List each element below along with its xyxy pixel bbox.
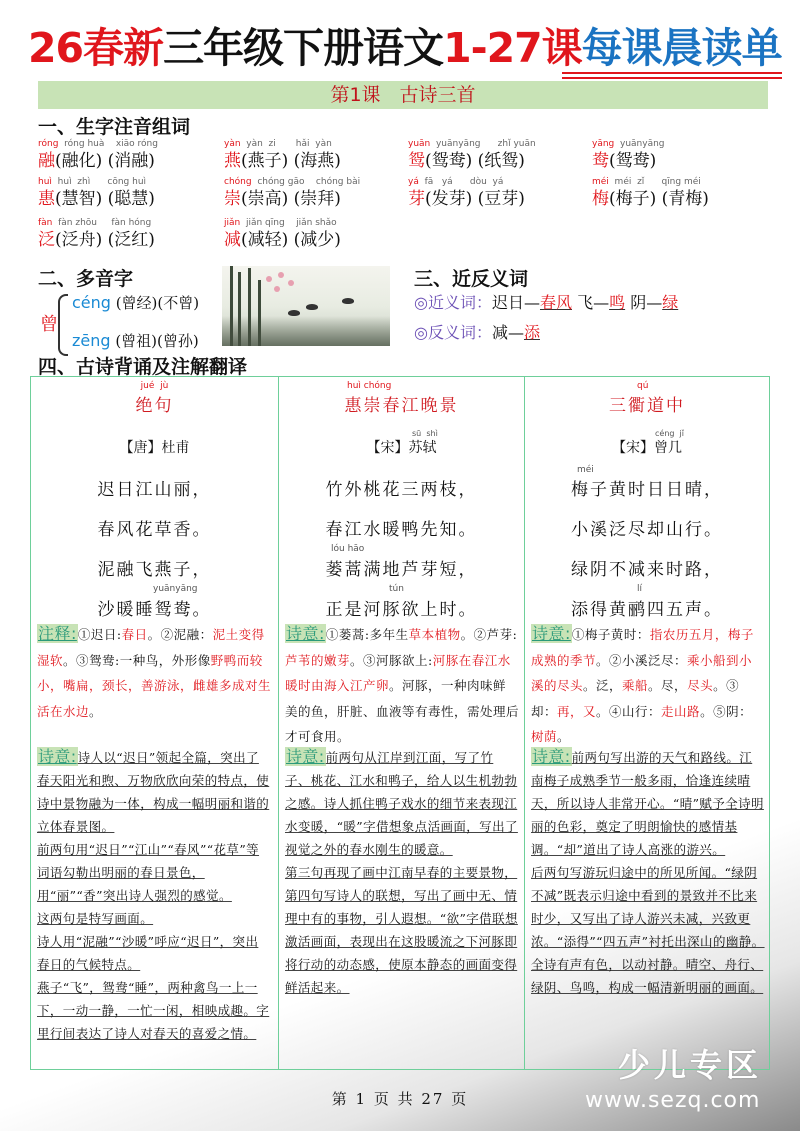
section-heading-poems: 四、古诗背诵及注解翻译	[38, 356, 248, 378]
vocab-item: yuān yuānyāng zhǐ yuān 鸳(鸳鸯) (纸鸳)	[408, 139, 536, 171]
poem-notes: 注释:①迟日:春日。②泥融：泥土变得湿软。③鸳鸯:一种鸟，外形像野鸭而较小，嘴扁，颈长，善游泳，雌雄多成对生活在水边。	[37, 624, 272, 719]
meaning-tag: 诗意:	[38, 747, 77, 766]
vocab-item: chóng chóng gāo chóng bài 崇(崇高) (崇拜)	[224, 177, 361, 209]
watermark-brand: 少儿专区	[618, 1046, 763, 1084]
notes-tag: 诗意:	[286, 624, 325, 643]
poem-column-2: huì chóng 惠崇春江晚景 sū shì 【宋】苏轼 竹外桃花三两枝， 春江水暖鸭先知。 lóu hāo 蒌蒿满地芦芽短， tún 正是河豚欲上时。 诗意:①蒌蒿:多年生草本植物。②芦芽:芦苇的嫩芽。③河豚欲上:河豚在春江水暖时由海入江产卵。河豚，一种肉味鲜美的鱼，肝脏、血液等有毒性，需处理后才可食用。 诗意:前两句从江岸到江面，写了竹子、桃花、江水和鸭子，给人以生机勃勃之感。诗人抓住鸭子戏水的细节来表现江水变暖，“暖”字借想象点活画面，写出了视觉之外的春水刚生的暖意。 第三句再现了画中江南早春的主要景物，第四句写诗人的联想，写出了画中无、情理中有的事物，引人遐想。“欲”字借联想激活画面，表现出在这股暖流之下河豚即将行动的动态感，使原本静态的画面变得鲜活起来。	[278, 377, 524, 1069]
polyphone-reading: céng (曾经)(不曾)	[72, 293, 200, 312]
poem-column-3: qú 三衢道中 céng jǐ 【宋】曾几 méi 梅子黄时日日晴， 小溪泛尽却山行。 绿阴不减来时路， lí 添得黄鹂四五声。 诗意:①梅子黄时：指农历五月，梅子成熟的季节。②小溪泛尽：乘小船到小溪的尽头。泛，乘船。尽，尽头。③却：再，又。④山行：走山路。⑤阴：树荫。 诗意:前两句写出游的天气和路线。江南梅子成熟季节一般多雨，恰逢连续晴天，所以诗人非常开心。“晴”赋予全诗明丽的色彩，奠定了明朗愉快的感情基调。“却”道出了诗人高涨的游兴。 后两句写游玩归途中的所见所闻。“绿阴不减”既表示归途中看到的景致并不比来时少，又写出了诗人游兴未减，兴致更浓。“添得”“四五声”衬托出深山的幽静。全诗有声有色，以动衬静。晴空、舟行、绿阴、鸟鸣，构成一幅清新明丽的画面。	[524, 377, 769, 1069]
ink-painting-illustration	[222, 266, 390, 346]
polyphone-char: 曾	[40, 314, 58, 335]
section-heading-synonyms: 三、近反义词	[414, 268, 529, 290]
vocab-item: jiǎn jiǎn qīng jiǎn shǎo 减(减轻) (减少)	[224, 218, 341, 250]
antonym-line: ◎反义词：减—添	[414, 323, 540, 342]
poem-meaning: 诗意:前两句从江岸到江面，写了竹子、桃花、江水和鸭子，给人以生机勃勃之感。诗人抓住鸭子戏水的细节来表现江水变暖，“暖”字借想象点活画面，写出了视觉之外的春水刚生的暖意。 第三句再现了画中江南早春的主要景物，第四句写诗人的联想，写出了画中无、情理中有的事物，引人遐想。“欲”字借联想激活画面，表现出在这股暖流之下河豚即将行动的动态感，使原本静态的画面变得鲜活起来。	[285, 747, 518, 995]
poem-meaning: 诗意:前两句写出游的天气和路线。江南梅子成熟季节一般多雨，恰逢连续晴天，所以诗人非常开心。“晴”赋予全诗明丽的色彩，奠定了明朗愉快的感情基调。“却”道出了诗人高涨的游兴。 后两句写游玩归途中的所见所闻。“绿阴不减”既表示归途中看到的景致并不比来时少，又写出了诗人游兴未减，兴致更浓。“添得”“四五声”衬托出深山的幽静。全诗有声有色，以动衬静。晴空、舟行、绿阴、鸟鸣，构成一幅清新明丽的画面。	[531, 747, 765, 995]
poem-table	[30, 376, 770, 1070]
poem-title: 惠崇春江晚景	[344, 396, 459, 416]
synonym-line: ◎近义词：迟日—春风 飞—鸣 阴—绿	[414, 293, 679, 312]
poem-author: 【宋】曾几	[612, 440, 682, 456]
poem-line: 竹外桃花三两枝，	[325, 480, 478, 500]
title-underline	[562, 72, 782, 79]
poem-line: 添得黄鹂四五声。	[571, 600, 723, 620]
document-title	[28, 22, 788, 74]
watermark-url: www.sezq.com	[585, 1088, 761, 1113]
vocab-item: yá fā yá dòu yá 芽(发芽) (豆芽)	[408, 177, 525, 209]
poem-line: 春风花草香。	[97, 520, 212, 540]
poem-line: 小溪泛尽却山行。	[571, 520, 723, 540]
poem-line: 泥融飞燕子，	[97, 560, 212, 580]
notes-tag: 注释:	[38, 624, 77, 643]
poem-line: 蒌蒿满地芦芽短，	[325, 560, 478, 580]
poem-line: 春江水暖鸭先知。	[325, 520, 478, 540]
section-heading-vocab: 一、生字注音组词	[38, 116, 191, 138]
poem-notes: 诗意:①梅子黄时：指农历五月，梅子成熟的季节。②小溪泛尽：乘小船到小溪的尽头。泛，乘船。尽，尽头。③却：再，又。④山行：走山路。⑤阴：树荫。	[531, 624, 754, 744]
title-part-3: 1-27课	[443, 24, 582, 72]
vocab-item: róng róng huà xiāo róng 融(融化) (消融)	[38, 139, 158, 171]
poem-line: 梅子黄时日日晴，	[571, 480, 723, 500]
poem-author: 【宋】苏轼	[366, 440, 437, 456]
polyphone-reading: zēng (曾祖)(曾孙)	[72, 331, 199, 350]
meaning-tag: 诗意:	[286, 747, 325, 766]
poem-column-1: jué jù 绝句 【唐】杜甫 迟日江山丽， 春风花草香。 泥融飞燕子， yuānyāng 沙暖睡鸳鸯。 注释:①迟日:春日。②泥融：泥土变得湿软。③鸳鸯:一种鸟，外形像野鸭而较小，嘴扁，颈长，善游泳，雌雄多成对生活在水边。 诗意:诗人以“迟日”领起全篇，突出了春天阳光和煦、万物欣欣向荣的特点，使诗中景物融为一体，构成一幅明丽和谐的立体春景图。 前两句用“迟日”“江山”“春风”“花草”等词语勾勒出明丽的春日景色，用“丽”“香”突出诗人强烈的感觉。 这两句是特写画面。 诗人用“泥融”“沙暖”呼应“迟日”，突出春日的气候特点。 燕子“飞”，鸳鸯“睡”，两种禽鸟一上一下，一动一静，一忙一闲，相映成趣。字里行间表达了诗人对春天的喜爱之情。	[31, 377, 278, 1069]
poem-line: 迟日江山丽，	[97, 480, 212, 500]
poem-author: 【唐】杜甫	[119, 440, 190, 456]
page-number: 第 1 页 共 27 页	[331, 1090, 469, 1108]
vocab-item: huì huì zhì cōng huì 惠(慧智) (聪慧)	[38, 177, 155, 209]
poem-line: 沙暖睡鸳鸯。	[97, 600, 212, 620]
poem-title: 三衢道中	[609, 396, 685, 416]
vocab-item: yàn yàn zi hǎi yàn 燕(燕子) (海燕)	[224, 139, 341, 171]
lesson-title-bar: 第1课 古诗三首	[38, 81, 768, 109]
vocab-item: méi méi zǐ qīng méi 梅(梅子) (青梅)	[592, 177, 709, 209]
poem-line: 正是河豚欲上时。	[325, 600, 478, 620]
meaning-tag: 诗意:	[532, 747, 571, 766]
poem-title: 绝句	[135, 396, 174, 416]
section-heading-polyphone: 二、多音字	[38, 268, 134, 290]
vocab-item: fàn fàn zhōu fàn hóng 泛(泛舟) (泛红)	[38, 218, 155, 250]
title-part-2: 三年级下册语文	[163, 24, 444, 72]
vocab-item: yāng yuānyāng 鸯(鸳鸯)	[592, 139, 665, 171]
title-part-1: 26春新	[28, 24, 164, 72]
poem-meaning: 诗意:诗人以“迟日”领起全篇，突出了春天阳光和煦、万物欣欣向荣的特点，使诗中景物融为一体，构成一幅明丽和谐的立体春景图。 前两句用“迟日”“江山”“春风”“花草”等词语勾勒出明丽的春日景色，用“丽”“香”突出诗人强烈的感觉。 这两句是特写画面。 诗人用“泥融”“沙暖”呼应“迟日”，突出春日的气候特点。 燕子“飞”，鸳鸯“睡”，两种禽鸟一上一下，一动一静，一忙一闲，相映成趣。字里行间表达了诗人对春天的喜爱之情。	[37, 747, 270, 1041]
poem-notes: 诗意:①蒌蒿:多年生草本植物。②芦芽:芦苇的嫩芽。③河豚欲上:河豚在春江水暖时由海入江产卵。河豚，一种肉味鲜美的鱼，肝脏、血液等有毒性，需处理后才可食用。	[285, 624, 520, 744]
title-part-4: 每课晨读单	[581, 24, 782, 72]
notes-tag: 诗意:	[532, 624, 571, 643]
brace-icon	[58, 294, 68, 356]
poem-line: 绿阴不减来时路，	[571, 560, 723, 580]
